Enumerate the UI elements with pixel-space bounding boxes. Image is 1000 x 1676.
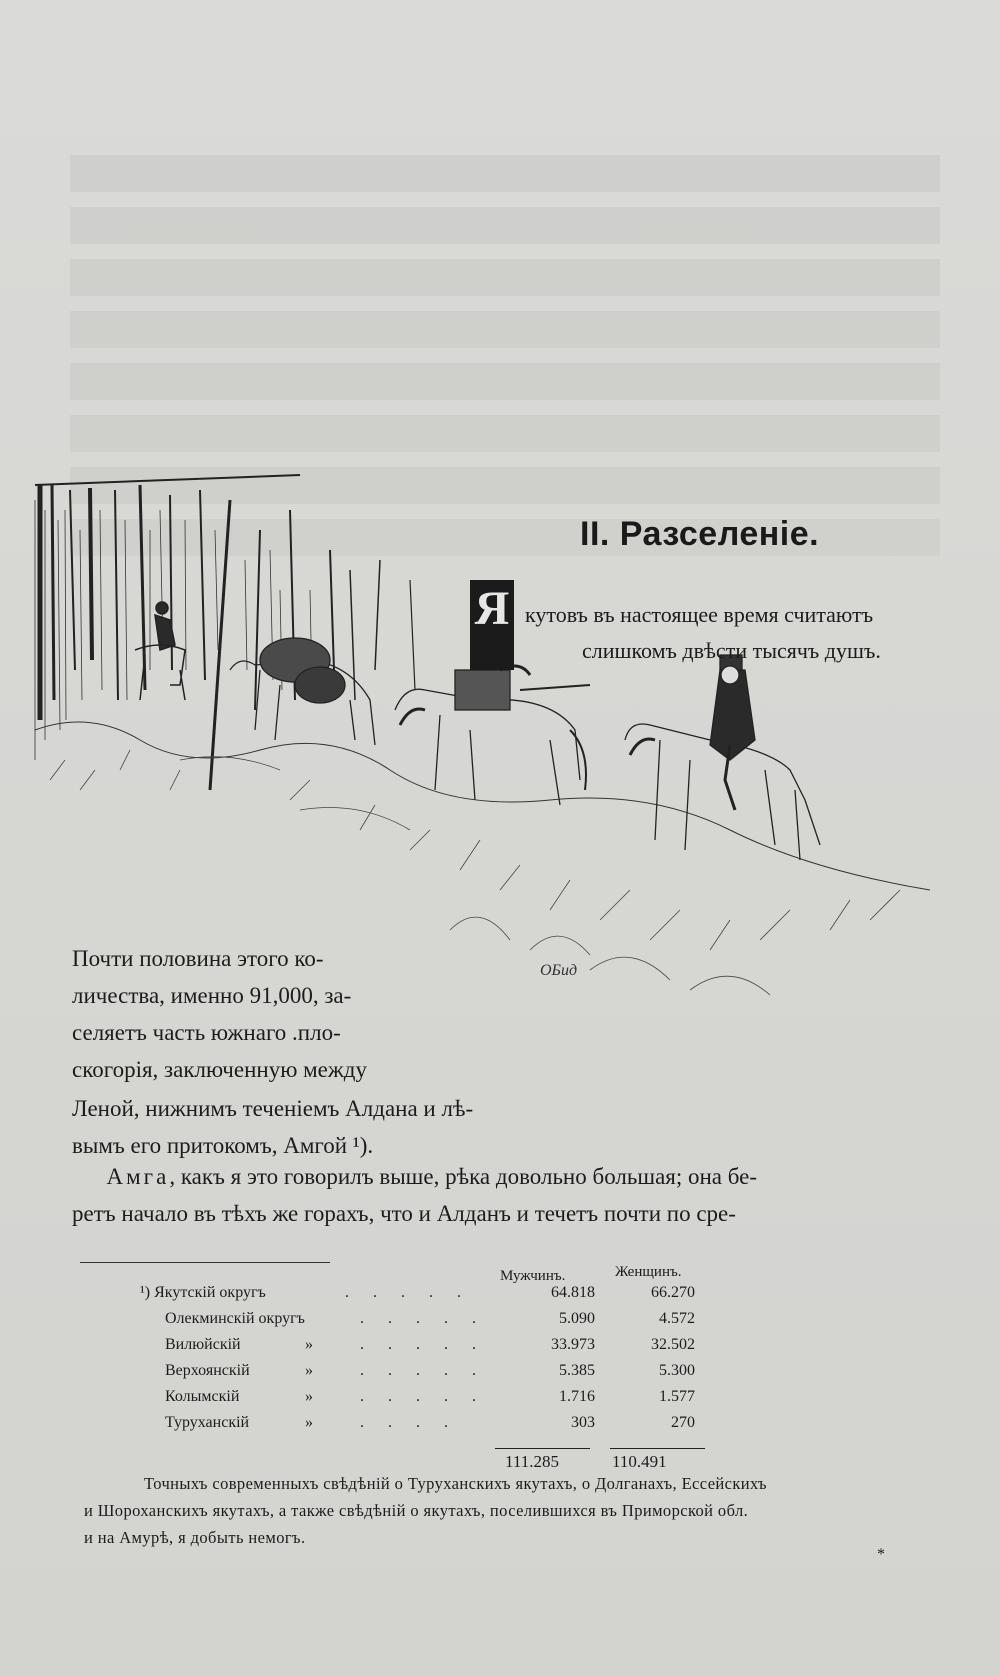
district-name: Колымскій [165, 1388, 240, 1405]
men-value: 64.818 [551, 1284, 595, 1301]
intro-line: слишкомъ двѣсти тысячъ душъ. [582, 638, 881, 663]
men-value: 33.973 [551, 1336, 595, 1353]
district-name: Верхоянскій [165, 1362, 250, 1379]
women-value: 5.300 [659, 1362, 695, 1379]
ditto-mark: » [305, 1336, 313, 1353]
table-row [165, 1388, 765, 1414]
paragraph-line: ретъ начало въ тѣхъ же горахъ, что и Алданъ и течетъ почти по сре- [72, 1201, 736, 1226]
leader-dots: . . . . . [345, 1284, 471, 1301]
paragraph-line: вымъ его притокомъ, Амгой ¹). [72, 1133, 374, 1158]
drop-cap: Я [470, 580, 514, 670]
paragraph-2 [72, 1158, 942, 1232]
leader-dots: . . . . [360, 1414, 458, 1431]
women-value: 4.572 [659, 1310, 695, 1327]
men-value: 303 [571, 1414, 595, 1431]
paragraph-1-continued [72, 1090, 492, 1164]
women-value: 1.577 [659, 1388, 695, 1405]
paragraph-line: скогорія, заключенную между [72, 1057, 367, 1082]
header-men: Мужчинъ. [500, 1268, 566, 1284]
district-name: Туруханскій [165, 1414, 250, 1431]
table-row [165, 1414, 765, 1440]
district-name: ¹) Якутскій округъ [140, 1284, 266, 1301]
leader-dots: . . . . . [360, 1362, 486, 1379]
closing-line: и на Амурѣ, я добыть немогъ. [84, 1528, 306, 1547]
intro-line: кутовъ въ настоящее время считаютъ [525, 602, 874, 627]
men-value: 5.090 [559, 1310, 595, 1327]
leader-dots: . . . . . [360, 1310, 486, 1327]
closing-note [84, 1470, 954, 1551]
closing-line: Точныхъ современныхъ свѣдѣній о Туруханскихъ якутахъ, о Долганахъ, Ессейскихъ [144, 1474, 767, 1493]
closing-line: и Шороханскихъ якутахъ, а также свѣдѣній о якутахъ, поселившихся въ Приморской обл. [84, 1501, 749, 1520]
leader-dots: . . . . . [360, 1388, 486, 1405]
table-row [140, 1284, 740, 1310]
header-women: Женщинъ. [615, 1264, 682, 1280]
ditto-mark: » [305, 1362, 313, 1379]
table-row [165, 1310, 765, 1336]
total-rule-women [610, 1448, 705, 1449]
total-men: 111.285 [505, 1452, 559, 1471]
paragraph-line: личества, именно 91,000, за- [72, 983, 352, 1008]
rider-right [625, 655, 820, 860]
paragraph-line-rest: , какъ я это говорилъ выше, рѣка довольно большая; она бе- [169, 1164, 758, 1189]
women-value: 66.270 [651, 1284, 695, 1301]
table-row [165, 1362, 765, 1388]
ditto-mark: » [305, 1388, 313, 1405]
artist-signature: ОБид [540, 962, 578, 979]
paragraph-line: Леной, нижнимъ теченіемъ Алдана и лѣ- [72, 1096, 474, 1121]
paragraph-line: селяетъ часть южнаго .пло- [72, 1020, 341, 1045]
women-value: 32.502 [651, 1336, 695, 1353]
paragraph-line: Почти половина этого ко- [72, 946, 324, 971]
intro-text [525, 597, 945, 669]
men-value: 5.385 [559, 1362, 595, 1379]
total-rule-men [495, 1448, 590, 1449]
leader-dots: . . . . . [360, 1336, 486, 1353]
ditto-mark: » [305, 1414, 313, 1431]
spaced-word: Амга [106, 1164, 170, 1189]
total-women: 110.491 [612, 1452, 667, 1471]
table-row [165, 1336, 765, 1362]
men-value: 1.716 [559, 1388, 595, 1405]
paragraph-line [72, 1158, 942, 1195]
asterisk-mark: * [877, 1546, 885, 1563]
chapter-title: II. Разселеніе. [580, 515, 820, 553]
district-name: Вилюйскій [165, 1336, 241, 1353]
paragraph-1 [72, 940, 452, 1088]
district-name: Олекминскій округъ [165, 1310, 305, 1327]
forest-trees [40, 485, 415, 790]
pack-horse-2 [395, 666, 590, 805]
women-value: 270 [671, 1414, 695, 1431]
footnote-rule [80, 1262, 330, 1263]
